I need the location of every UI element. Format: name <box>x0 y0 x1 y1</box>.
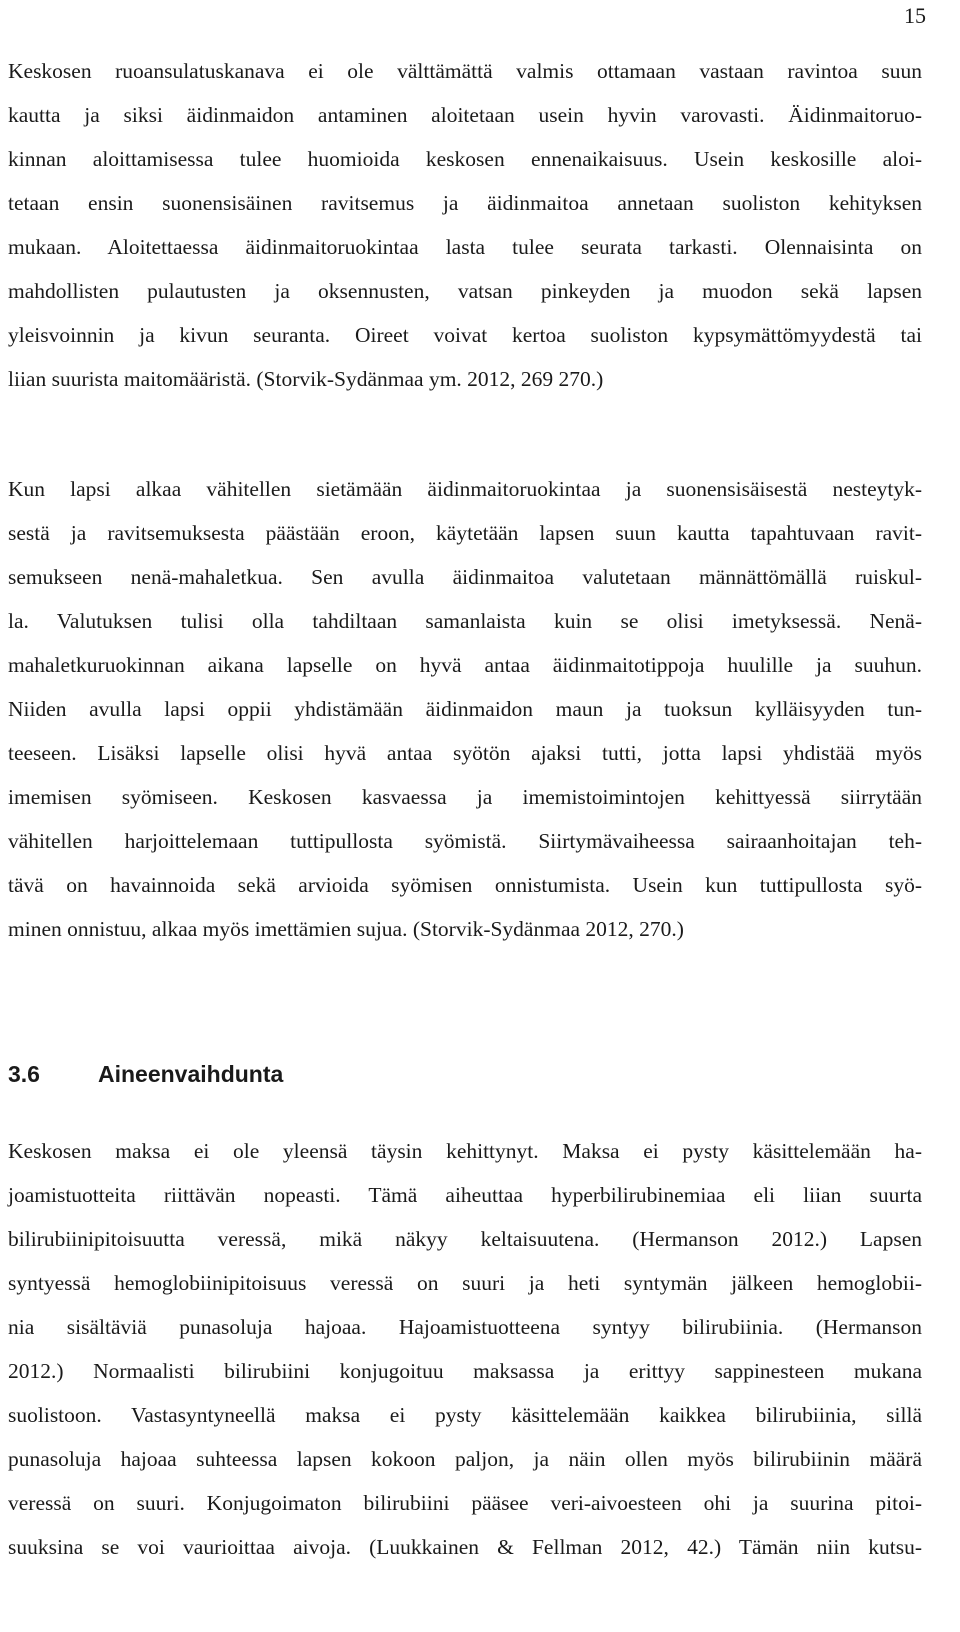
paragraph-line: Keskosen maksa ei ole yleensä täysin kehittynyt. Maksa ei pysty käsittelemään ha- <box>8 1139 922 1163</box>
paragraph-line: teeseen. Lisäksi lapselle olisi hyvä antaa syötön ajaksi tutti, jotta lapsi yhdistää myös <box>8 741 922 765</box>
paragraph-line: kinnan aloittamisessa tulee huomioida keskosen ennenaikaisuus. Usein keskosille aloi- <box>8 147 922 171</box>
paragraph-2 <box>8 467 922 951</box>
paragraph-line: tetaan ensin suonensisäinen ravitsemus ja äidinmaitoa annetaan suoliston kehityksen <box>8 191 922 215</box>
page-number: 15 <box>904 3 926 28</box>
paragraph-line: sestä ja ravitsemuksesta päästään eroon, käytetään lapsen suun kautta tapahtuvaan ravit- <box>8 521 922 545</box>
paragraph-line: Keskosen ruoansulatuskanava ei ole välttämättä valmis ottamaan vastaan ravintoa suun <box>8 59 922 83</box>
paragraph-line: kautta ja siksi äidinmaidon antaminen aloitetaan usein hyvin varovasti. Äidinmaitoruo- <box>8 103 922 127</box>
paragraph-1 <box>8 49 922 401</box>
paragraph-line: tävä on havainnoida sekä arvioida syömisen onnistumista. Usein kun tuttipullosta syö- <box>8 873 922 897</box>
paragraph-line: imemisen syömiseen. Keskosen kasvaessa ja imemistoimintojen kehittyessä siirrytään <box>8 785 922 809</box>
paragraph-line: mahaletkuruokinnan aikana lapselle on hyvä antaa äidinmaitotippoja huulille ja suuhun. <box>8 653 922 677</box>
paragraph-line: 2012.) Normaalisti bilirubiini konjugoituu maksassa ja erittyy sappinesteen mukana <box>8 1359 922 1383</box>
paragraph-line: syntyessä hemoglobiinipitoisuus veressä on suuri ja heti syntymän jälkeen hemoglobii- <box>8 1271 922 1295</box>
paragraph-line: liian suurista maitomääristä. (Storvik-Sydänmaa ym. 2012, 269 270.) <box>8 367 604 391</box>
paragraph-line: Kun lapsi alkaa vähitellen sietämään äidinmaitoruokintaa ja suonensisäisestä nesteytyk- <box>8 477 922 501</box>
paragraph-line: semukseen nenä-mahaletkua. Sen avulla äidinmaitoa valutetaan männättömällä ruiskul- <box>8 565 922 589</box>
section-title: Aineenvaihdunta <box>98 1061 284 1087</box>
paragraph-line: suuksina se voi vaurioittaa aivoja. (Luukkainen & Fellman 2012, 42.) Tämän niin kutsu- <box>8 1535 922 1559</box>
paragraph-line: minen onnistuu, alkaa myös imettämien sujua. (Storvik-Sydänmaa 2012, 270.) <box>8 917 684 941</box>
paragraph-line: bilirubiinipitoisuutta veressä, mikä näkyy keltaisuutena. (Hermanson 2012.) Lapsen <box>8 1227 922 1251</box>
paragraph-line: nia sisältäviä punasoluja hajoaa. Hajoamistuotteena syntyy bilirubiinia. (Hermanson <box>8 1315 922 1339</box>
paragraph-line: mahdollisten pulautusten ja oksennusten, vatsan pinkeyden ja muodon sekä lapsen <box>8 279 922 303</box>
paragraph-line: vähitellen harjoittelemaan tuttipullosta syömistä. Siirtymävaiheessa sairaanhoitajan teh- <box>8 829 922 853</box>
section-heading <box>8 1052 283 1096</box>
paragraph-line: la. Valutuksen tulisi olla tahdiltaan samanlaista kuin se olisi imetyksessä. Nenä- <box>8 609 922 633</box>
paragraph-line: mukaan. Aloitettaessa äidinmaitoruokintaa lasta tulee seurata tarkasti. Olennaisinta on <box>8 235 922 259</box>
paragraph-line: yleisvoinnin ja kivun seuranta. Oireet voivat kertoa suoliston kypsymättömyydestä tai <box>8 323 922 347</box>
paragraph-line: punasoluja hajoaa suhteessa lapsen kokoon paljon, ja näin ollen myös bilirubiinin määrä <box>8 1447 922 1471</box>
paragraph-line: joamistuotteita riittävän nopeasti. Tämä aiheuttaa hyperbilirubinemiaa eli liian suurta <box>8 1183 922 1207</box>
paragraph-line: Niiden avulla lapsi oppii yhdistämään äidinmaidon maun ja tuoksun kylläisyyden tun- <box>8 697 922 721</box>
section-number: 3.6 <box>8 1061 40 1087</box>
paragraph-line: suolistoon. Vastasyntyneellä maksa ei pysty käsittelemään kaikkea bilirubiinia, sillä <box>8 1403 922 1427</box>
paragraph-line: veressä on suuri. Konjugoimaton bilirubiini pääsee veri-aivoesteen ohi ja suurina pitoi- <box>8 1491 922 1515</box>
paragraph-3 <box>8 1129 922 1569</box>
